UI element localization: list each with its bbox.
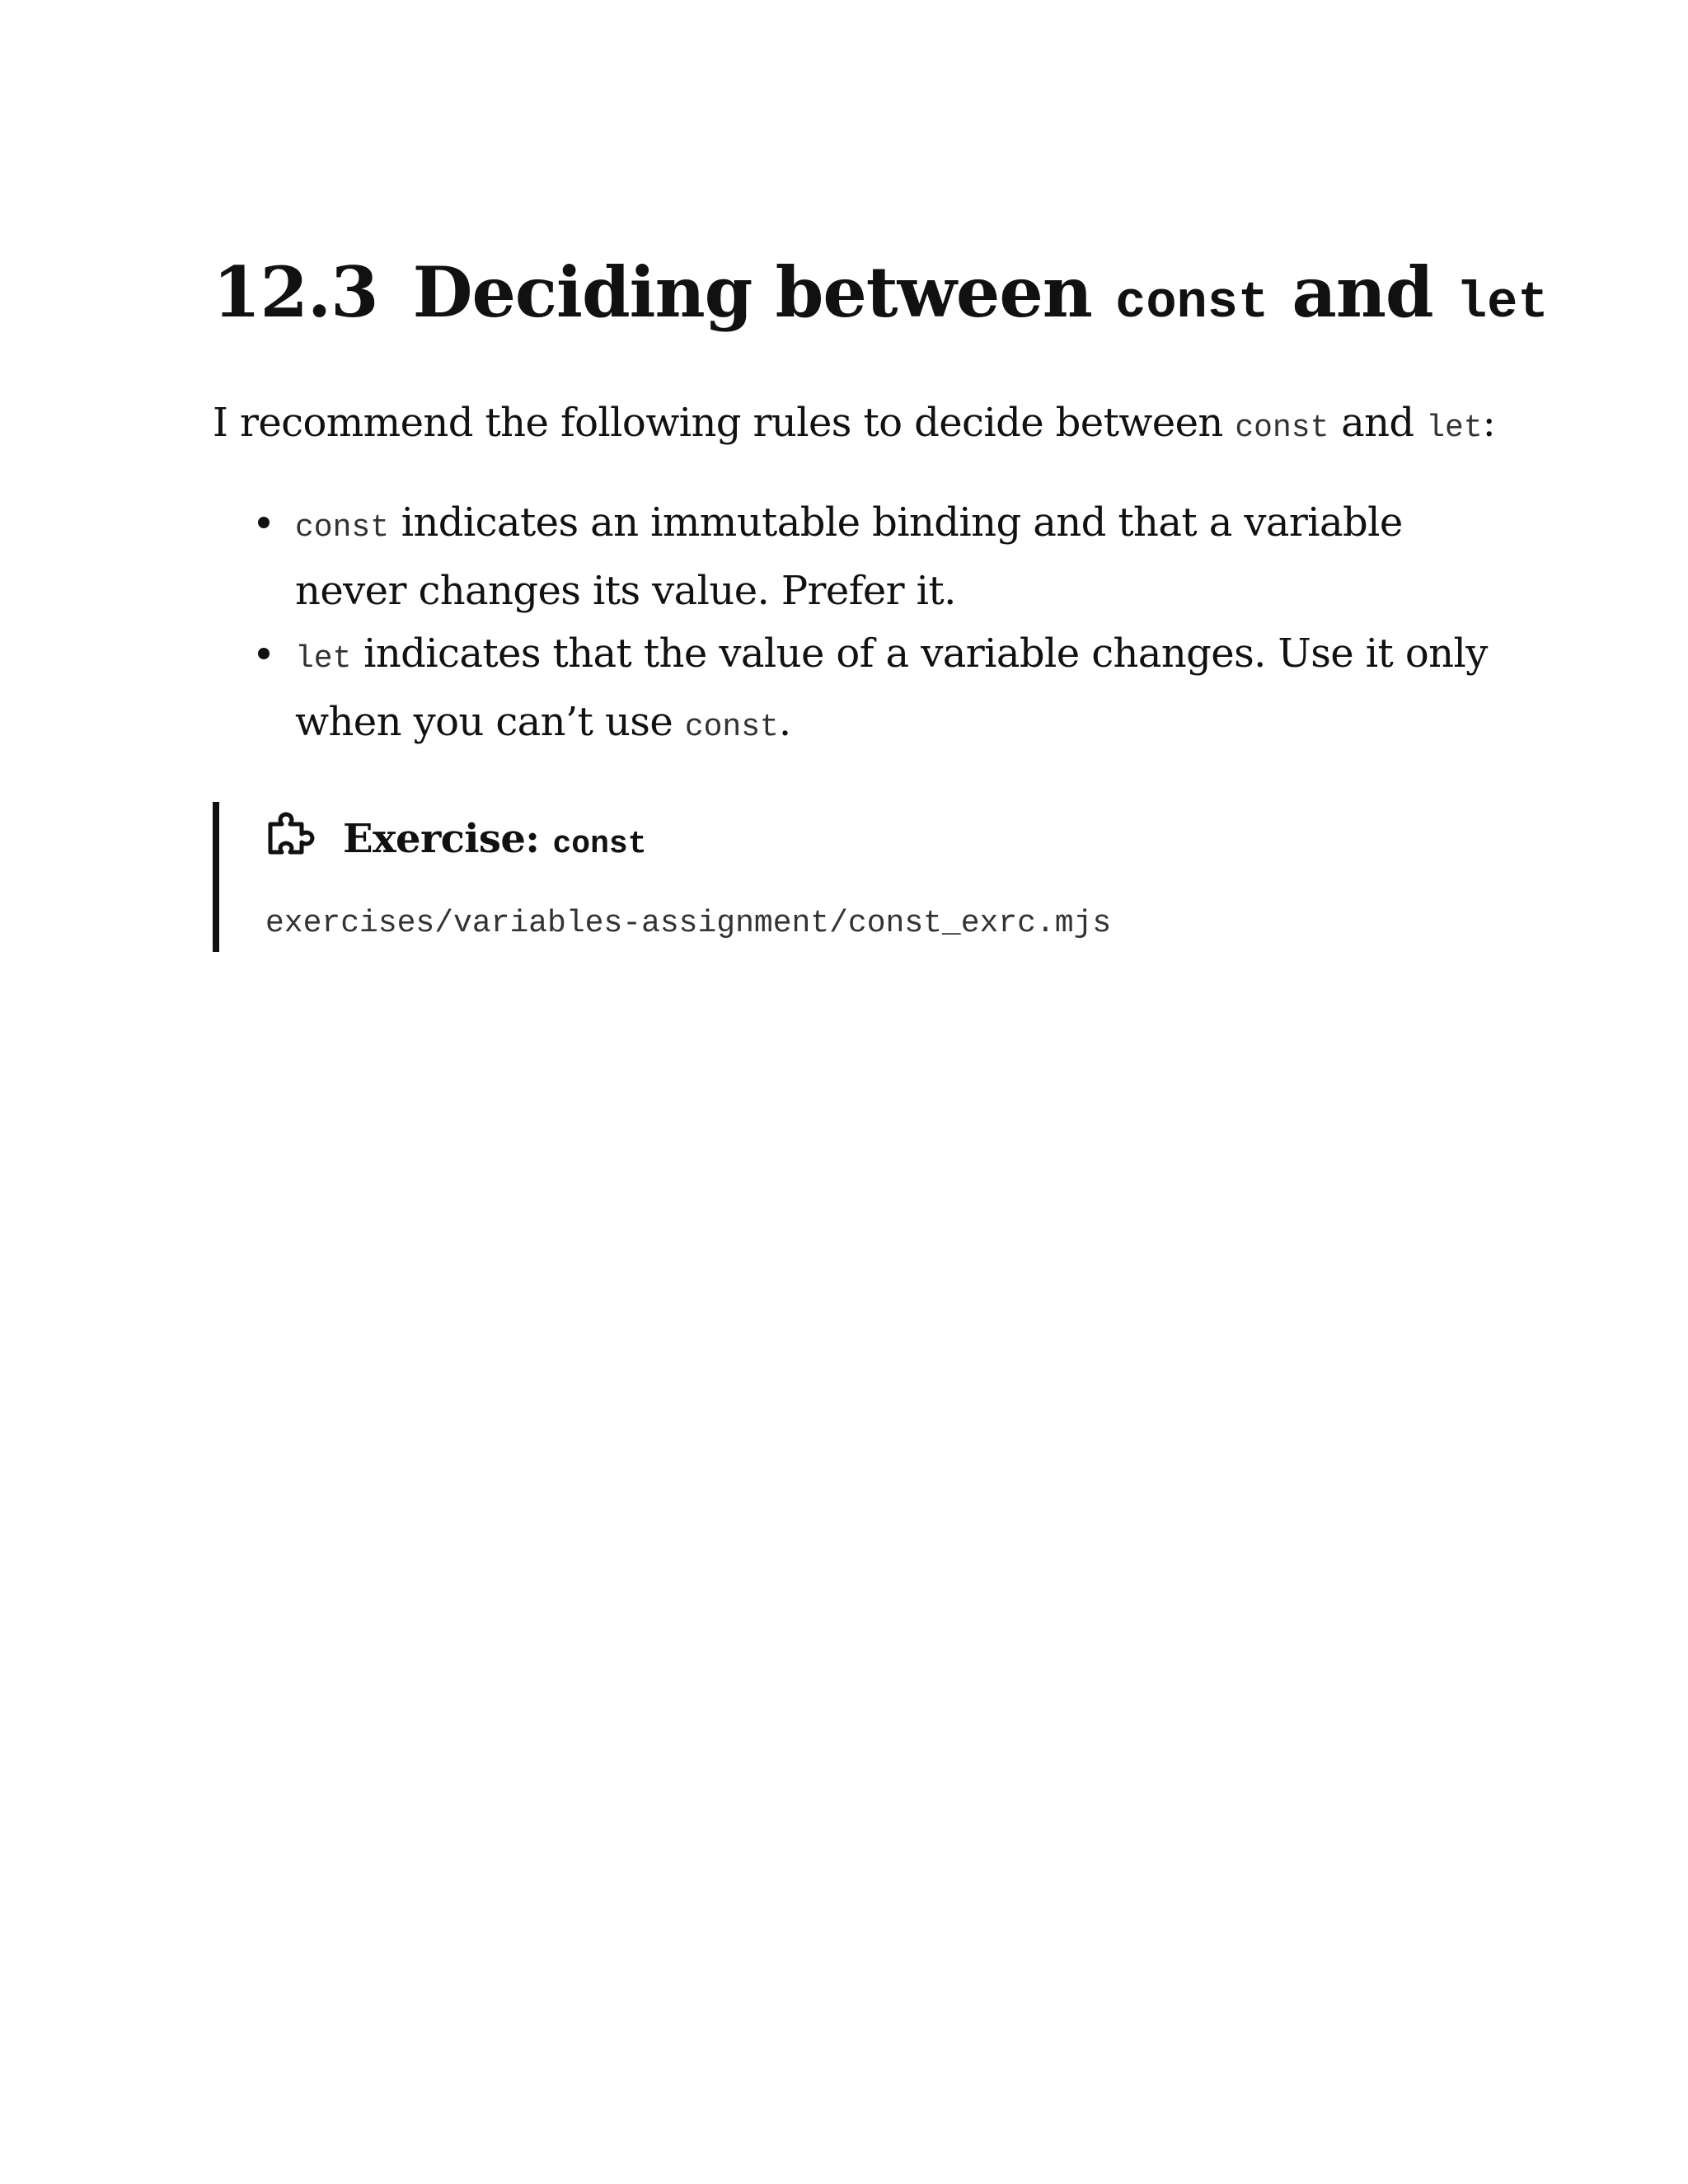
intro-text-mid: and <box>1341 400 1414 446</box>
rules-list <box>213 491 1498 759</box>
rule-text-end: . <box>778 699 791 745</box>
section-number: 12.3 <box>213 251 378 333</box>
exercise-callout <box>213 802 1498 952</box>
page-content <box>213 247 1549 952</box>
exercise-path[interactable]: exercises/variables-assignment/const_exrc.mjs <box>265 906 1112 941</box>
rule-text: indicates that the value of a variable changes. Use it only when you can’t use <box>295 630 1488 745</box>
intro-paragraph <box>213 391 1498 460</box>
exercise-code: const <box>552 827 647 862</box>
bullet-icon <box>258 648 270 659</box>
section-title-prefix: Deciding between <box>412 251 1092 333</box>
bullet-icon <box>258 517 270 528</box>
intro-text-end: : <box>1482 400 1496 446</box>
section-title-mid: and <box>1292 251 1433 333</box>
rule-code: const <box>295 510 390 546</box>
exercise-header <box>265 804 1498 874</box>
rule-code: let <box>295 641 352 677</box>
exercise-title <box>343 816 647 862</box>
exercise-label: Exercise: <box>343 816 540 862</box>
section-title-code-const: const <box>1115 274 1269 332</box>
section-heading <box>213 247 1549 349</box>
intro-code-let: let <box>1426 410 1483 446</box>
list-item <box>213 491 1498 622</box>
list-item <box>213 622 1498 759</box>
rule-text: indicates an immutable binding and that a variable never changes its value. Prefer it. <box>295 499 1403 614</box>
rule-code-end: const <box>684 710 779 745</box>
section-title-code-let: let <box>1456 274 1549 332</box>
intro-text: I recommend the following rules to decide between <box>213 400 1223 446</box>
puzzle-piece-icon <box>265 806 323 864</box>
intro-code-const: const <box>1235 410 1329 446</box>
